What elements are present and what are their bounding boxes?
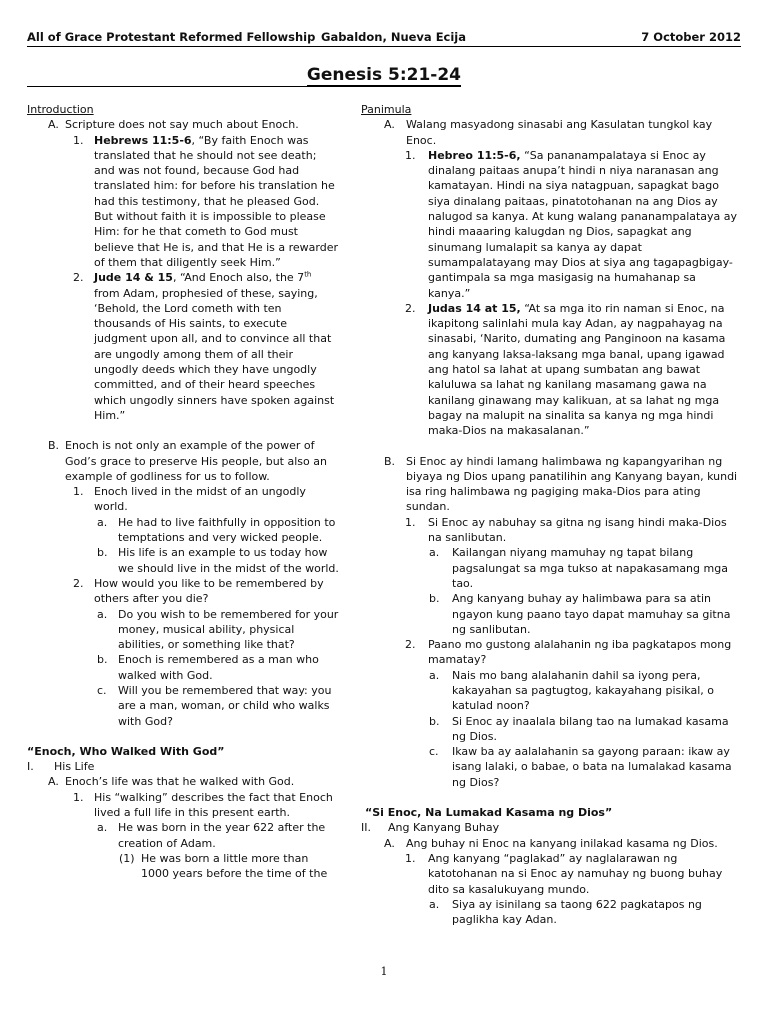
outline-marker: b. — [97, 653, 108, 667]
section-heading: “Si Enoc, Na Lumakad Kasama ng Dios” — [365, 806, 613, 820]
outline-marker: 1. — [405, 851, 416, 865]
outline-item — [27, 774, 339, 789]
outline-item — [361, 714, 741, 745]
outline-text: Kailangan niyang mamuhay ng tapat bilang pagsalungat sa mga tukso at napakasamang mga tao. — [452, 546, 728, 590]
outline-text: Enoch’s life was that he walked with God. — [65, 775, 295, 789]
outline-marker: 1. — [73, 133, 84, 147]
outline-marker: I. — [27, 760, 34, 774]
page-title: Genesis 5:21-24 — [306, 65, 461, 85]
page-number: 1 — [380, 965, 388, 978]
outline-marker: a. — [429, 897, 440, 911]
outline-item — [361, 454, 741, 515]
outline-marker: a. — [97, 607, 108, 621]
outline-item — [361, 545, 741, 591]
outline-marker: B. — [48, 439, 60, 453]
outline-item — [361, 301, 741, 439]
outline-text: Si Enoc ay hindi lamang halimbawa ng kapangyarihan ng biyaya ng Dios upang panatilihin ang Kanyang bayan, kundi isa ring halimbawa ng pagiging maka-Dios para ating sundan. — [406, 454, 738, 514]
outline-item — [27, 133, 339, 271]
outline-marker: 2. — [405, 301, 416, 315]
scripture-reference: Judas 14 at 15, — [428, 301, 521, 315]
outline-text: Enoch lived in the midst of an ungodly world. — [94, 485, 306, 514]
outline-marker: A. — [384, 836, 395, 850]
outline-text: Si Enoc ay nabuhay sa gitna ng isang hindi maka-Dios na sanlibutan. — [428, 515, 727, 545]
header-date: 7 October 2012 — [641, 30, 741, 44]
outline-item — [27, 851, 339, 882]
outline-item — [27, 515, 339, 546]
outline-text: Do you wish to be remembered for your money, musical ability, physical abilities, or something like that? — [118, 607, 339, 652]
outline-marker: 1. — [73, 790, 84, 804]
outline-item — [27, 759, 339, 774]
outline-item — [27, 545, 339, 576]
outline-text: Will you be remembered that way: you are a man, woman, or child who walks with God? — [118, 683, 332, 728]
outline-marker: b. — [429, 592, 440, 606]
outline-marker: b. — [429, 714, 440, 728]
outline-text: He was born a little more than 1000 years before the time of the — [141, 851, 328, 881]
outline-marker: 2. — [73, 576, 84, 590]
scripture-reference: Jude 14 & 15 — [94, 271, 173, 285]
outline-item — [27, 117, 339, 132]
outline-marker: c. — [97, 683, 107, 697]
outline-text: He was born in the year 622 after the creation of Adam. — [118, 821, 326, 850]
outline-marker: A. — [48, 775, 59, 789]
outline-text: Ang Kanyang Buhay — [388, 821, 500, 835]
outline-text: Nais mo bang alalahanin dahil sa iyong pera, kakayahan sa pagtugtog, kakayahang pisikal, o katulad noon? — [452, 668, 714, 713]
outline-text: His “walking” describes the fact that Enoch lived a full life in this present earth. — [94, 790, 333, 820]
scripture-quote: “Sa pananampalataya si Enoc ay dinalang paitaas anupa’t hindi n niya naranasan ang kamatayan. Hindi na siya natagpuan, sapagkat bago siya dinalang paitaas, pinatotohanan na ang Dios ay nalugod sa kanya. At kung walang pananampalataya ay hindi maaaring kalugdan ng Dios, sapagkat ang sinumang lumalapit sa kanya ay dapat sumampalatayang may Dios at siya ang tagapagbigay-gantimpala sa mga masigasig na humahanap sa kanya.” — [428, 148, 738, 300]
outline-item — [361, 117, 741, 148]
intro-heading: Panimula — [361, 103, 412, 116]
outline-item — [27, 484, 339, 515]
outline-text: How would you like to be remembered by others after you die? — [94, 576, 324, 606]
outline-item — [27, 683, 339, 729]
outline-marker: 1. — [405, 148, 416, 162]
page-title-rule — [27, 64, 461, 87]
outline-marker: 2. — [405, 638, 416, 652]
outline-text: Enoch is remembered as a man who walked with God. — [118, 653, 319, 682]
outline-item — [361, 637, 741, 668]
outline-marker: c. — [429, 745, 439, 759]
outline-item — [361, 591, 741, 637]
outline-text: He had to live faithfully in opposition to temptations and very wicked people. — [118, 515, 336, 545]
outline-text: His life is an example to us today how we should live in the midst of the world. — [118, 546, 339, 575]
outline-text: Ikaw ba ay aalalahanin sa gayong paraan: ikaw ay isang lalaki, o babae, o bata na lumalakad kasama ng Dios? — [452, 745, 732, 789]
outline-item — [27, 820, 339, 851]
outline-text: Ang kanyang “paglakad” ay naglalarawan ng katotohanan na si Enoc ay namuhay ng buong buhay dito sa kasalukuyang mundo. — [428, 851, 723, 896]
outline-marker: a. — [97, 821, 108, 835]
scripture-reference: Hebrews 11:5-6 — [94, 133, 192, 147]
scripture-reference: Hebreo 11:5-6, — [428, 148, 521, 162]
outline-marker: B. — [384, 454, 396, 468]
outline-item — [361, 148, 741, 301]
outline-item — [361, 744, 741, 790]
outline-marker: A. — [384, 118, 395, 132]
tagalog-column — [361, 102, 741, 927]
outline-marker: 2. — [73, 271, 84, 285]
outline-text: Si Enoc ay inaalala bilang tao na lumakad kasama ng Dios. — [452, 714, 729, 743]
outline-item — [27, 607, 339, 653]
outline-text: Ang kanyang buhay ay halimbawa para sa atin ngayon kung paano tayo dapat mamuhay sa gitna ng sanlibutan. — [452, 592, 731, 636]
outline-marker: II. — [361, 821, 371, 835]
outline-marker: (1) — [119, 851, 135, 865]
scripture-quote: , “And Enoch also, the 7 — [172, 271, 305, 285]
outline-item — [361, 515, 741, 546]
scripture-quote: “At sa mga ito rin naman si Enoc, na ikapitong salinlahi mula kay Adan, ay nagpahayag na sinasabi, ‘Narito, dumating ang Panginoon na kasama ang kanyang laksa-laksang mga banal, upang igawad ang hatol sa lahat at upang sumbatan ang bawat kaluluwa sa lahat ng kanilang masamang gawa na kanilang ginawang may kalikuan, at sa lahat ng mga bagay na malupit na sinalita sa kanya ng mga hindi maka-Dios na makasalanan.” — [428, 301, 726, 438]
outline-text: Scripture does not say much about Enoch. — [65, 118, 299, 132]
scripture-quote: , “By faith Enoch was translated that he should not see death; and was not found, because God had translated him: for before his translation he had this testimony, that he pleased God. But without faith it is impossible to please Him: for he that cometh to God must believe that He is, and that He is a rewarder of them that diligently seek Him.” — [94, 133, 339, 269]
outline-marker: 1. — [73, 485, 84, 499]
outline-item — [361, 851, 741, 897]
outline-marker: a. — [97, 515, 108, 529]
outline-item — [27, 270, 339, 423]
outline-item — [361, 897, 741, 928]
outline-marker: A. — [48, 118, 59, 132]
outline-item — [361, 668, 741, 714]
page-header — [27, 29, 741, 47]
outline-marker: a. — [429, 546, 440, 560]
outline-text: Paano mo gustong alalahanin ng iba pagkatapos mong mamatay? — [428, 638, 732, 667]
header-organization: All of Grace Protestant Reformed Fellowship — [27, 30, 316, 44]
outline-text: Ang buhay ni Enoc na kanyang inilakad kasama ng Dios. — [406, 836, 718, 850]
outline-item — [27, 652, 339, 683]
outline-item — [27, 438, 339, 484]
outline-marker: b. — [97, 546, 108, 560]
section-heading: “Enoch, Who Walked With God” — [27, 744, 225, 758]
header-location: Gabaldon, Nueva Ecija — [321, 30, 467, 44]
outline-item — [361, 836, 741, 851]
scripture-quote-cont: from Adam, prophesied of these, saying, ‘Behold, the Lord cometh with ten thousands of His saints, to execute judgment upon all, and to convince all that are ungodly among them of all their ungodly deeds which they have ungodly committed, and of their heard speeches which ungodly sinners have spoken against Him.” — [94, 286, 335, 422]
outline-text: Enoch is not only an example of the power of God’s grace to preserve His people, but also an example of godliness for us to follow. — [65, 439, 327, 483]
outline-marker: 1. — [405, 515, 416, 529]
outline-text: Walang masyadong sinasabi ang Kasulatan tungkol kay Enoc. — [406, 118, 713, 147]
outline-item — [361, 820, 741, 835]
outline-text: Siya ay isinilang sa taong 622 pagkatapos ng paglikha kay Adan. — [452, 897, 702, 927]
superscript: th — [304, 270, 312, 279]
outline-text: His Life — [54, 760, 95, 774]
outline-item — [27, 576, 339, 607]
english-column — [27, 102, 339, 882]
outline-item — [27, 790, 339, 821]
intro-heading: Introduction — [27, 103, 94, 116]
outline-marker: a. — [429, 668, 440, 682]
